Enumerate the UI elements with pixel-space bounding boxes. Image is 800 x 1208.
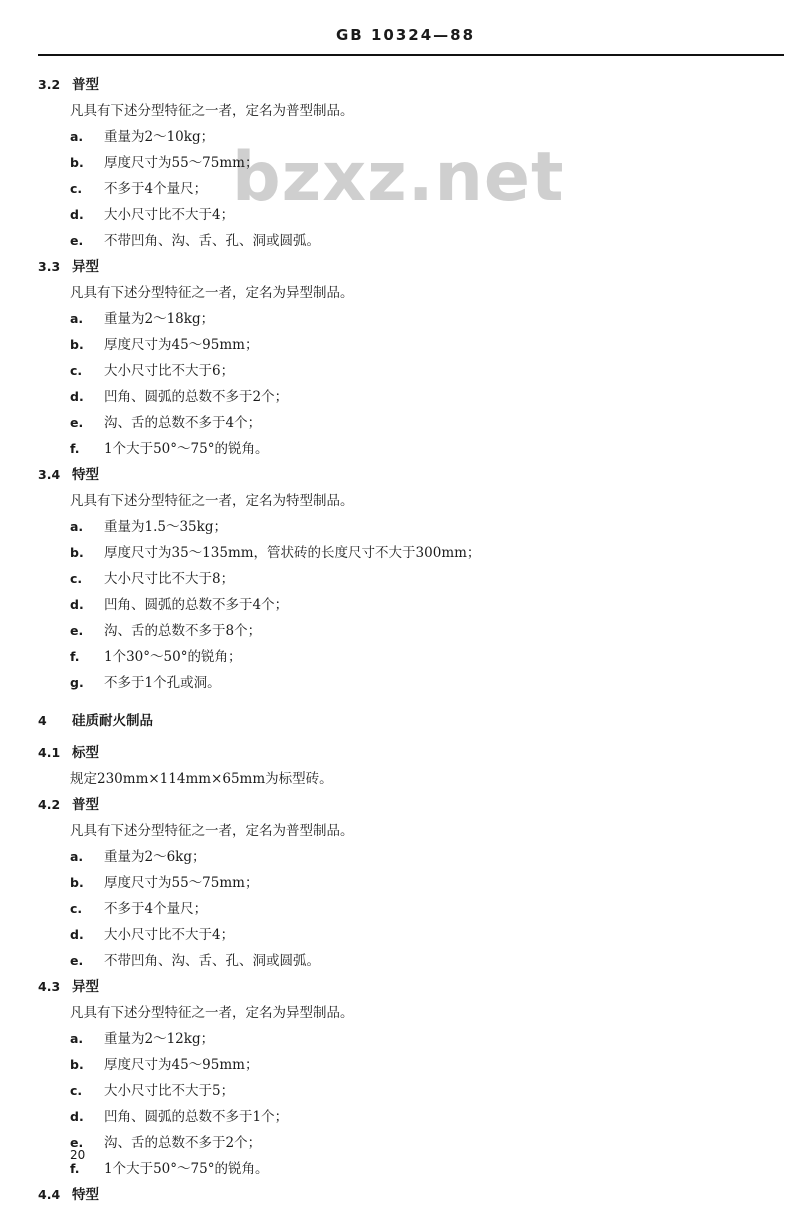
item-text: 1个30°～50°的锐角； [104,649,242,665]
list-item [38,306,778,332]
item-label: c. [70,1083,83,1098]
item-text: 厚度尺寸为45～95mm； [104,337,259,353]
item-text: 沟、舌的总数不多于8个； [104,623,262,639]
item-label: a. [70,519,84,534]
item-label: a. [70,129,84,144]
item-label: b. [70,337,84,352]
item-label: d. [70,1109,84,1124]
section-heading-4-1 [38,740,778,766]
item-text: 不多于4个量尺； [104,181,208,197]
section-heading-4-3 [38,974,778,1000]
list-item [38,176,778,202]
item-text: 大小尺寸比不大于6； [104,363,235,379]
section-intro: 规定230mm×114mm×65mm为标型砖。 [70,771,333,787]
item-label: f. [70,1161,80,1176]
item-label: b. [70,1057,84,1072]
item-text: 沟、舌的总数不多于2个； [104,1135,262,1151]
header-rule [38,54,784,56]
item-label: c. [70,901,83,916]
item-text: 厚度尺寸为35～135mm，管状砖的长度尺寸不大于300mm； [104,545,481,561]
section-number: 4.3 [38,979,61,994]
item-text: 不多于4个量尺； [104,901,208,917]
item-text: 不多于1个孔或洞。 [104,675,221,691]
section-intro: 凡具有下述分型特征之一者，定名为普型制品。 [70,103,354,119]
list-item [38,1026,778,1052]
item-text: 1个大于50°～75°的锐角。 [104,441,269,457]
list-item [38,1156,778,1182]
section-title: 特型 [72,1187,99,1203]
item-text: 重量为2～10kg； [104,129,215,145]
list-item [38,150,778,176]
item-label: c. [70,571,83,586]
item-label: b. [70,545,84,560]
list-item [38,514,778,540]
list-item [38,410,778,436]
item-text: 大小尺寸比不大于4； [104,927,235,943]
document-body [38,72,778,1208]
item-label: b. [70,155,84,170]
item-text: 凹角、圆弧的总数不多于2个； [104,389,289,405]
list-item [38,202,778,228]
item-text: 不带凹角、沟、舌、孔、洞或圆弧。 [104,233,320,249]
chapter-heading-4 [38,708,778,734]
item-label: d. [70,927,84,942]
item-text: 沟、舌的总数不多于4个； [104,415,262,431]
item-label: c. [70,363,83,378]
list-item [38,540,778,566]
item-text: 重量为1.5～35kg； [104,519,227,535]
item-label: b. [70,875,84,890]
list-item [38,228,778,254]
item-text: 重量为2～6kg； [104,849,206,865]
section-number: 3.2 [38,77,61,92]
list-item [38,124,778,150]
list-item [38,844,778,870]
item-label: f. [70,649,80,664]
section-heading-3-2 [38,72,778,98]
list-item [38,922,778,948]
item-label: d. [70,597,84,612]
item-label: a. [70,311,84,326]
section-intro: 凡具有下述分型特征之一者，定名为异型制品。 [70,1005,354,1021]
item-text: 不带凹角、沟、舌、孔、洞或圆弧。 [104,953,320,969]
section-number: 4.1 [38,745,61,760]
section-intro: 凡具有下述分型特征之一者，定名为特型制品。 [70,493,354,509]
standard-code: GB 10324—88 [336,26,476,44]
item-label: f. [70,441,80,456]
section-title: 异型 [72,979,99,995]
item-label: e. [70,1135,84,1150]
item-text: 大小尺寸比不大于4； [104,207,235,223]
section-number: 3.4 [38,467,61,482]
item-label: d. [70,389,84,404]
list-item [38,1078,778,1104]
section-heading-3-4 [38,462,778,488]
page-number: 20 [70,1148,86,1162]
item-text: 重量为2～12kg； [104,1031,215,1047]
list-item [38,948,778,974]
section-heading-4-4 [38,1182,778,1208]
list-item [38,1130,778,1156]
list-item [38,670,778,696]
section-number: 3.3 [38,259,61,274]
section-heading-3-3 [38,254,778,280]
section-number: 4.2 [38,797,61,812]
list-item [38,436,778,462]
item-label: g. [70,675,84,690]
list-item [38,644,778,670]
item-label: a. [70,849,84,864]
page-header [0,20,800,60]
item-text: 大小尺寸比不大于8； [104,571,235,587]
watermark: bzxz.net [232,138,565,217]
chapter-title: 硅质耐火制品 [72,713,153,729]
list-item [38,1104,778,1130]
item-label: e. [70,953,84,968]
item-label: c. [70,181,83,196]
item-label: e. [70,415,84,430]
item-text: 凹角、圆弧的总数不多于4个； [104,597,289,613]
section-title: 特型 [72,467,99,483]
item-text: 1个大于50°～75°的锐角。 [104,1161,269,1177]
section-title: 普型 [72,77,99,93]
item-text: 重量为2～18kg； [104,311,215,327]
item-text: 凹角、圆弧的总数不多于1个； [104,1109,289,1125]
list-item [38,592,778,618]
list-item [38,896,778,922]
list-item [38,870,778,896]
section-title: 异型 [72,259,99,275]
list-item [38,332,778,358]
section-intro: 凡具有下述分型特征之一者，定名为普型制品。 [70,823,354,839]
item-label: e. [70,623,84,638]
section-intro: 凡具有下述分型特征之一者，定名为异型制品。 [70,285,354,301]
list-item [38,618,778,644]
list-item [38,1052,778,1078]
item-text: 厚度尺寸为45～95mm； [104,1057,259,1073]
section-number: 4.4 [38,1187,61,1202]
list-item [38,384,778,410]
item-label: e. [70,233,84,248]
section-title: 普型 [72,797,99,813]
chapter-number: 4 [38,713,47,728]
item-text: 厚度尺寸为55～75mm； [104,875,259,891]
list-item [38,358,778,384]
item-label: d. [70,207,84,222]
item-text: 厚度尺寸为55～75mm； [104,155,259,171]
section-title: 标型 [72,745,99,761]
item-text: 大小尺寸比不大于5； [104,1083,235,1099]
item-label: a. [70,1031,84,1046]
list-item [38,566,778,592]
section-heading-4-2 [38,792,778,818]
